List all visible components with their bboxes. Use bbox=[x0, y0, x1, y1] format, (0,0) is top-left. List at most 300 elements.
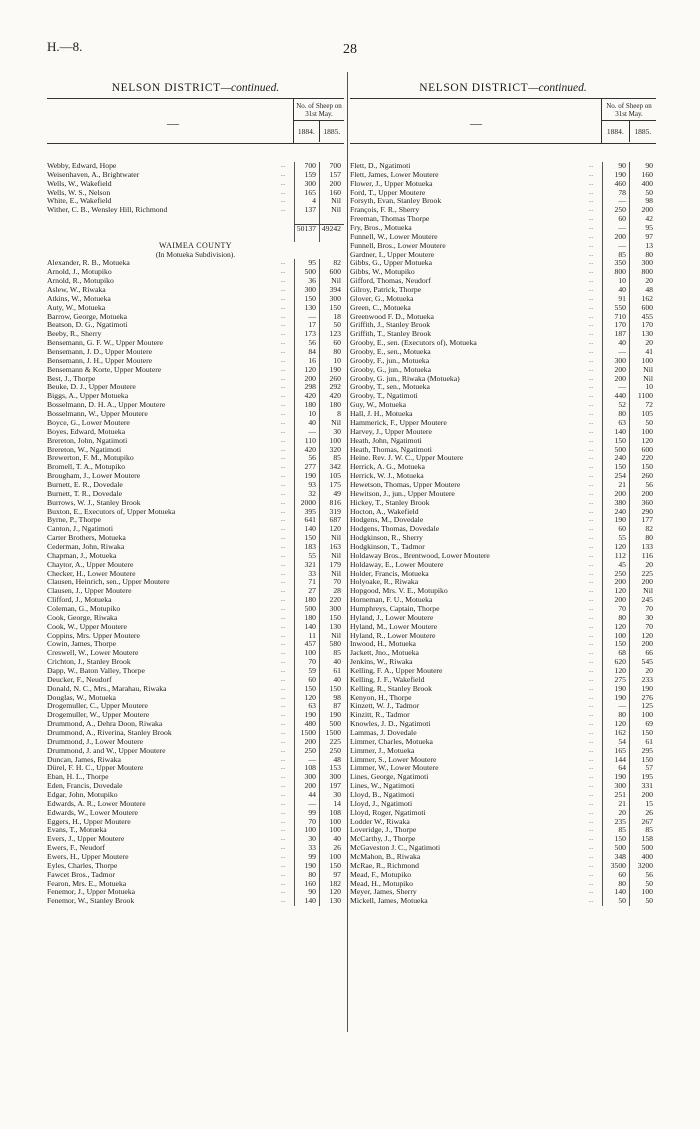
owner-name: Cowin, James, Thorpe bbox=[47, 640, 117, 649]
sheep-1884: 150 bbox=[602, 437, 629, 446]
table-row bbox=[350, 375, 656, 384]
table-row bbox=[47, 747, 344, 756]
sheep-1884: 100 bbox=[294, 649, 319, 658]
sheep-1885: 100 bbox=[629, 357, 656, 366]
sheep-1885: 342 bbox=[319, 463, 344, 472]
sheep-1884: 140 bbox=[294, 525, 319, 534]
sheep-1885: 125 bbox=[629, 702, 656, 711]
owner-name: McCarthy, J., Thorpe bbox=[350, 835, 416, 844]
table-row bbox=[47, 782, 344, 791]
sheep-1885: 69 bbox=[629, 720, 656, 729]
sheep-1884: 20 bbox=[602, 809, 629, 818]
table-row bbox=[47, 499, 344, 508]
sheep-1885: 8 bbox=[319, 410, 344, 419]
owner-name: Donald, N. C., Mrs., Marahau, Riwaka bbox=[47, 684, 167, 693]
sheep-1884: 90 bbox=[294, 888, 319, 897]
leader-dots: ... bbox=[588, 809, 594, 816]
owner-name: Herrick, A. G., Motueka bbox=[350, 463, 425, 472]
sheep-1884: 93 bbox=[294, 481, 319, 490]
table-row bbox=[350, 880, 656, 889]
sheep-1885: 50 bbox=[629, 897, 656, 906]
table-row bbox=[47, 180, 344, 189]
sheep-1884: 140 bbox=[294, 623, 319, 632]
leader-dots: ... bbox=[588, 260, 594, 267]
table-row bbox=[350, 463, 656, 472]
owner-name: Arnold, R., Motupiko bbox=[47, 277, 114, 286]
owner-name: Holder, Francis, Motueka bbox=[350, 569, 429, 578]
leader-dots: ... bbox=[588, 845, 594, 852]
owner-name: Arnold, J., Motupiko bbox=[47, 268, 112, 277]
table-row bbox=[350, 446, 656, 455]
owner-name: Holdaway, E., Lower Moutere bbox=[350, 560, 444, 569]
table-row bbox=[350, 419, 656, 428]
sheep-1885: 30 bbox=[629, 614, 656, 623]
sheep-1885: 200 bbox=[629, 791, 656, 800]
table-row bbox=[350, 835, 656, 844]
table-row bbox=[350, 596, 656, 605]
sheep-1885: 292 bbox=[319, 383, 344, 392]
sheep-1885: 100 bbox=[319, 826, 344, 835]
sheep-1885: 600 bbox=[629, 446, 656, 455]
owner-name: Dapp, W., Baton Valley, Thorpe bbox=[47, 666, 145, 675]
sheep-1884: 80 bbox=[602, 711, 629, 720]
sheep-1884: 80 bbox=[602, 880, 629, 889]
owner-name: Heath, John, Ngatimoti bbox=[350, 436, 422, 445]
leader-dots: ... bbox=[588, 171, 594, 178]
table-row bbox=[350, 534, 656, 543]
table-row bbox=[47, 197, 344, 206]
sheep-1884: 71 bbox=[294, 578, 319, 587]
leader-dots: ... bbox=[588, 783, 594, 790]
leader-dots: ... bbox=[280, 552, 286, 559]
sheep-1885: 220 bbox=[629, 454, 656, 463]
leader-dots: ... bbox=[280, 614, 286, 621]
sheep-1885: Nil bbox=[319, 419, 344, 428]
sheep-1884: 4 bbox=[294, 197, 319, 206]
sheep-1884: 550 bbox=[602, 304, 629, 313]
table-row bbox=[350, 897, 656, 906]
table-row bbox=[350, 348, 656, 357]
sheep-1884: 480 bbox=[294, 720, 319, 729]
sheep-1885: 190 bbox=[319, 366, 344, 375]
leader-dots: ... bbox=[280, 481, 286, 488]
leader-dots: ... bbox=[588, 278, 594, 285]
sheep-1884: 64 bbox=[602, 764, 629, 773]
sheep-1884: 36 bbox=[294, 277, 319, 286]
sheep-1885: 116 bbox=[629, 552, 656, 561]
sheep-1884: 80 bbox=[294, 871, 319, 880]
sheep-1885: 26 bbox=[629, 809, 656, 818]
owner-name: Cederman, John, Riwaka bbox=[47, 542, 125, 551]
leader-dots: ... bbox=[588, 180, 594, 187]
table-row bbox=[350, 649, 656, 658]
table-row bbox=[350, 738, 656, 747]
leader-dots: ... bbox=[280, 260, 286, 267]
sheep-1885: 153 bbox=[319, 764, 344, 773]
sheep-1884: 395 bbox=[294, 508, 319, 517]
table-row bbox=[47, 791, 344, 800]
leader-dots: ... bbox=[588, 694, 594, 701]
sheep-1885: 66 bbox=[629, 649, 656, 658]
leader-dots: ... bbox=[280, 570, 286, 577]
table-row bbox=[47, 304, 344, 313]
table-row bbox=[350, 233, 656, 242]
owner-name: Kelling, F. A., Upper Moutere bbox=[350, 666, 443, 675]
sheep-1884: — bbox=[602, 224, 629, 233]
owner-name: Lloyd, Roger, Ngatimoti bbox=[350, 808, 426, 817]
sheep-1885: 85 bbox=[629, 826, 656, 835]
table-row bbox=[350, 499, 656, 508]
sheep-1884: 300 bbox=[294, 286, 319, 295]
table-row bbox=[350, 313, 656, 322]
leader-dots: ... bbox=[280, 198, 286, 205]
table-row bbox=[350, 764, 656, 773]
table-row bbox=[47, 410, 344, 419]
table-row bbox=[350, 516, 656, 525]
sheep-1885: 360 bbox=[629, 499, 656, 508]
sheep-1885: 130 bbox=[629, 330, 656, 339]
owner-name: Bensemann, J. D., Upper Moutere bbox=[47, 348, 153, 357]
sheep-1885: Nil bbox=[319, 570, 344, 579]
leader-dots bbox=[272, 215, 294, 224]
table-row bbox=[47, 286, 344, 295]
sheep-1884: 140 bbox=[602, 428, 629, 437]
owner-name: Gibbs, G., Upper Motueka bbox=[350, 259, 432, 268]
sheep-1885: 80 bbox=[629, 534, 656, 543]
sheep-1884: 150 bbox=[602, 640, 629, 649]
sheep-count-caption: No. of Sheep on 31st May. bbox=[602, 99, 656, 121]
leader-dots: ... bbox=[280, 792, 286, 799]
sheep-1884: 50137 bbox=[294, 224, 319, 233]
owner-name: Hyland, M., Lower Moutere bbox=[350, 622, 438, 631]
sheep-1884: 190 bbox=[294, 711, 319, 720]
sheep-1884: 60 bbox=[602, 525, 629, 534]
table-row bbox=[47, 685, 344, 694]
right-table-header bbox=[350, 98, 656, 144]
table-row bbox=[350, 330, 656, 339]
leader-dots: ... bbox=[588, 738, 594, 745]
leader-dots: ... bbox=[588, 765, 594, 772]
leader-dots: ... bbox=[588, 189, 594, 196]
leader-dots: ... bbox=[280, 366, 286, 373]
owner-name: White, E., Wakefield bbox=[47, 197, 112, 206]
table-row bbox=[47, 295, 344, 304]
sheep-1885: 260 bbox=[319, 375, 344, 384]
owner-name bbox=[47, 224, 272, 233]
table-row bbox=[350, 366, 656, 375]
leader-dots bbox=[272, 233, 294, 242]
leader-dots: ... bbox=[588, 384, 594, 391]
sheep-1884: 348 bbox=[602, 853, 629, 862]
owner-name: Kinzett, W. J., Tadmor bbox=[350, 702, 420, 711]
leader-dots: ... bbox=[280, 800, 286, 807]
sheep-1884: 710 bbox=[602, 313, 629, 322]
owner-name: Gardner, I., Upper Moutere bbox=[350, 250, 435, 259]
sheep-1884: — bbox=[602, 702, 629, 711]
sheep-1884: 56 bbox=[294, 339, 319, 348]
table-row bbox=[350, 791, 656, 800]
leader-dots: ... bbox=[280, 189, 286, 196]
leader-dots: ... bbox=[280, 446, 286, 453]
leader-dots: ... bbox=[280, 854, 286, 861]
sheep-1884: 108 bbox=[294, 764, 319, 773]
owner-name: Drogemuller, W., Upper Moutere bbox=[47, 711, 150, 720]
owner-name: Buxton, E., Executors of, Upper Motueka bbox=[47, 507, 176, 516]
sheep-1884: 56 bbox=[294, 454, 319, 463]
sheep-1885: 90 bbox=[629, 162, 656, 171]
sheep-1885: 48 bbox=[319, 756, 344, 765]
owner-name: Edwards, A. R., Lower Moutere bbox=[47, 799, 146, 808]
table-row bbox=[47, 454, 344, 463]
sheep-1885: 108 bbox=[319, 809, 344, 818]
leader-dots: ... bbox=[280, 703, 286, 710]
table-row bbox=[47, 764, 344, 773]
leader-dots: ... bbox=[588, 455, 594, 462]
sheep-1885: 41 bbox=[629, 348, 656, 357]
owner-name: Loveridge, J., Thorpe bbox=[350, 826, 417, 835]
owner-name: Chapman, J., Motueka bbox=[47, 551, 117, 560]
leader-dots: ... bbox=[588, 225, 594, 232]
sheep-1885: 163 bbox=[319, 543, 344, 552]
sheep-1885: 1500 bbox=[319, 729, 344, 738]
sheep-1884: 300 bbox=[294, 773, 319, 782]
leader-dots: ... bbox=[588, 349, 594, 356]
sheep-1884: 300 bbox=[602, 782, 629, 791]
owner-name: Hall, J. H., Motueka bbox=[350, 410, 413, 419]
leader-dots: ... bbox=[588, 163, 594, 169]
sheep-1884: 63 bbox=[602, 419, 629, 428]
owner-name: Limmer, Charles, Motueka bbox=[350, 737, 433, 746]
owner-name: Fry, Bros., Motueka bbox=[350, 224, 412, 233]
owner-name: Forsyth, Evan, Stanley Brook bbox=[350, 197, 442, 206]
table-row bbox=[350, 605, 656, 614]
owner-name: Heath, Thomas, Ngatimoti bbox=[350, 445, 432, 454]
leader-dots: ... bbox=[588, 623, 594, 630]
sheep-1884: 3500 bbox=[602, 862, 629, 871]
sheep-1884: 1500 bbox=[294, 729, 319, 738]
table-row bbox=[350, 162, 656, 171]
sheep-1884: 190 bbox=[602, 516, 629, 525]
sheep-1884 bbox=[294, 215, 319, 224]
leader-dots: ... bbox=[280, 304, 286, 311]
table-row bbox=[47, 268, 344, 277]
leader-dots: ... bbox=[280, 774, 286, 781]
leader-dots: ... bbox=[280, 667, 286, 674]
sheep-1885: 98 bbox=[629, 197, 656, 206]
leader-dots: ... bbox=[588, 428, 594, 435]
table-row bbox=[350, 454, 656, 463]
table-row bbox=[47, 437, 344, 446]
owner-name: Heine. Rev. J. W. C., Upper Moutere bbox=[350, 454, 464, 463]
total-row bbox=[47, 224, 344, 233]
sheep-1884: — bbox=[294, 756, 319, 765]
sheep-1885: 20 bbox=[629, 667, 656, 676]
owner-name: Grooby, G., jun., Motueka bbox=[350, 365, 432, 374]
sheep-1885: Nil bbox=[629, 375, 656, 384]
leader-dots: ... bbox=[588, 242, 594, 249]
owner-name: Herrick, W. J., Motueka bbox=[350, 472, 424, 481]
sheep-1884: 235 bbox=[602, 818, 629, 827]
leader-dots: ... bbox=[280, 384, 286, 391]
sheep-1884: 159 bbox=[294, 171, 319, 180]
column-divider bbox=[347, 72, 348, 1032]
owner-name: McRae, R., Richmond bbox=[350, 861, 419, 870]
sheep-1885: 200 bbox=[629, 640, 656, 649]
leader-dots: ... bbox=[588, 898, 594, 905]
sheep-1885: 158 bbox=[629, 835, 656, 844]
leader-dots: ... bbox=[280, 295, 286, 302]
owner-name: Ewers, H., Upper Moutere bbox=[47, 853, 129, 862]
owner-name: Atkins, W., Motueka bbox=[47, 294, 111, 303]
sheep-1885: Nil bbox=[319, 632, 344, 641]
owner-name: Hewetson, Thomas, Upper Moutere bbox=[350, 480, 461, 489]
sheep-1885: 42 bbox=[629, 215, 656, 224]
sheep-1884: 250 bbox=[602, 206, 629, 215]
sheep-1885: 30 bbox=[319, 791, 344, 800]
leader-dots: ... bbox=[588, 419, 594, 426]
table-row bbox=[47, 570, 344, 579]
owner-name: Cook, George, Riwaka bbox=[47, 613, 118, 622]
sheep-1885: Nil bbox=[319, 534, 344, 543]
table-row bbox=[350, 286, 656, 295]
table-row bbox=[350, 561, 656, 570]
owner-name: Wells, W. S., Nelson bbox=[47, 188, 111, 197]
owner-name: Funnell, W., Lower Moutere bbox=[350, 232, 438, 241]
owner-name: Webby, Edward, Hope bbox=[47, 162, 117, 170]
sheep-1884: 254 bbox=[602, 472, 629, 481]
sheep-1885: 100 bbox=[319, 437, 344, 446]
owner-name: Flower, J., Upper Motueka bbox=[350, 179, 433, 188]
sheep-1884: 150 bbox=[294, 685, 319, 694]
table-row bbox=[350, 206, 656, 215]
table-row bbox=[350, 578, 656, 587]
leader-dots: ... bbox=[280, 871, 286, 878]
sheep-1884: 21 bbox=[602, 800, 629, 809]
owner-name: Kelling, J. F., Wakefield bbox=[350, 675, 425, 684]
table-row bbox=[47, 561, 344, 570]
sheep-1884: 120 bbox=[602, 720, 629, 729]
table-row bbox=[350, 525, 656, 534]
sheep-1885: 331 bbox=[629, 782, 656, 791]
sheep-1884: 112 bbox=[602, 552, 629, 561]
leader-dots: ... bbox=[280, 517, 286, 524]
sheep-1885: Nil bbox=[319, 206, 344, 215]
leader-dots: ... bbox=[280, 437, 286, 444]
owner-name: Best, J., Thorpe bbox=[47, 374, 96, 383]
table-row bbox=[47, 481, 344, 490]
sheep-1884: 2000 bbox=[294, 499, 319, 508]
sheep-1884 bbox=[294, 233, 319, 242]
owner-name: Eggers, H., Upper Moutere bbox=[47, 817, 131, 826]
owner-name: Grooby, E., sen. (Executors of), Motueka bbox=[350, 339, 477, 348]
sheep-1885: 72 bbox=[629, 401, 656, 410]
owner-name: Holdaway Bros., Brentwood, Lower Moutere bbox=[350, 551, 490, 560]
sheep-1885: 100 bbox=[319, 853, 344, 862]
table-row bbox=[350, 587, 656, 596]
leader-dots: ... bbox=[280, 455, 286, 462]
sheep-1884: 150 bbox=[602, 463, 629, 472]
sheep-1885: 150 bbox=[629, 756, 656, 765]
owner-name: Hocton, A., Wakefield bbox=[350, 507, 419, 516]
sheep-1885: 400 bbox=[629, 180, 656, 189]
table-row bbox=[350, 658, 656, 667]
sheep-1885: 300 bbox=[319, 605, 344, 614]
table-row bbox=[47, 826, 344, 835]
sheep-1884: 460 bbox=[602, 180, 629, 189]
leader-dots: ... bbox=[280, 659, 286, 666]
sheep-1885: 130 bbox=[319, 623, 344, 632]
owner-name: Drogemuller, C., Upper Moutere bbox=[47, 702, 148, 711]
owner-name: Mickell, James, Motueka bbox=[350, 897, 428, 906]
leader-dots: ... bbox=[588, 198, 594, 205]
leader-dots: ... bbox=[588, 331, 594, 338]
sheep-1885: 61 bbox=[629, 738, 656, 747]
sheep-1885: 150 bbox=[319, 862, 344, 871]
owner-name: Ewers, F., Neudorf bbox=[47, 844, 106, 853]
leader-dots: ... bbox=[588, 269, 594, 276]
leader-dots: ... bbox=[588, 233, 594, 240]
owner-name: Burnett, T. R., Dovedale bbox=[47, 489, 123, 498]
owner-name: Fawcet Bros., Tadmor bbox=[47, 870, 116, 879]
owner-name: Gilroy, Patrick, Thorpe bbox=[350, 286, 422, 295]
leader-dots: ... bbox=[280, 331, 286, 338]
table-row bbox=[350, 552, 656, 561]
leader-dots: ... bbox=[280, 464, 286, 471]
sheep-1885: 14 bbox=[319, 800, 344, 809]
leader-dots: ... bbox=[280, 605, 286, 612]
sheep-1885: 300 bbox=[319, 295, 344, 304]
owner-name: Carter Brothers, Motueka bbox=[47, 534, 126, 543]
sheep-1884: 250 bbox=[294, 747, 319, 756]
sheep-1884: 120 bbox=[294, 366, 319, 375]
leader-dots: ... bbox=[280, 561, 286, 568]
table-row bbox=[350, 844, 656, 853]
leader-dots: ... bbox=[588, 641, 594, 648]
leader-dots: ... bbox=[588, 543, 594, 550]
table-row bbox=[47, 383, 344, 392]
table-row bbox=[47, 853, 344, 862]
owner-name: Limmer, W., Lower Moutere bbox=[350, 764, 439, 773]
sheep-1885: 100 bbox=[319, 818, 344, 827]
table-row bbox=[350, 171, 656, 180]
sheep-1884: 60 bbox=[294, 676, 319, 685]
leader-dots: ... bbox=[588, 659, 594, 666]
sheep-1884: 200 bbox=[602, 490, 629, 499]
sheep-1885: 80 bbox=[319, 348, 344, 357]
owner-name: Hodgkinson, T., Tadmor bbox=[350, 542, 425, 551]
owner-name: Beuke, D. J., Upper Moutere bbox=[47, 383, 136, 392]
leader-dots: ... bbox=[280, 508, 286, 515]
leader-dots: ... bbox=[280, 738, 286, 745]
sheep-1885: 97 bbox=[319, 871, 344, 880]
table-row bbox=[350, 481, 656, 490]
owner-name: Brereton, W., Ngatimoti bbox=[47, 445, 122, 454]
sheep-1884: 162 bbox=[602, 729, 629, 738]
sheep-1884: 40 bbox=[294, 419, 319, 428]
table-row bbox=[47, 835, 344, 844]
sheep-1884: 183 bbox=[294, 543, 319, 552]
table-row bbox=[350, 800, 656, 809]
owner-name: Drummond, A., Dehra Doon, Riwaka bbox=[47, 720, 163, 729]
sheep-1885: 190 bbox=[629, 685, 656, 694]
sheep-1884: 150 bbox=[294, 534, 319, 543]
owner-name: Clausen, Heinrich, sen., Upper Moutere bbox=[47, 578, 170, 587]
sheep-1884: 120 bbox=[602, 587, 629, 596]
owner-name: Byrne, P., Thorpe bbox=[47, 516, 101, 525]
leader-dots: ... bbox=[280, 543, 286, 550]
owner-name: Weisenhaven, A., Brightwater bbox=[47, 170, 140, 179]
sheep-1885: 420 bbox=[319, 392, 344, 401]
